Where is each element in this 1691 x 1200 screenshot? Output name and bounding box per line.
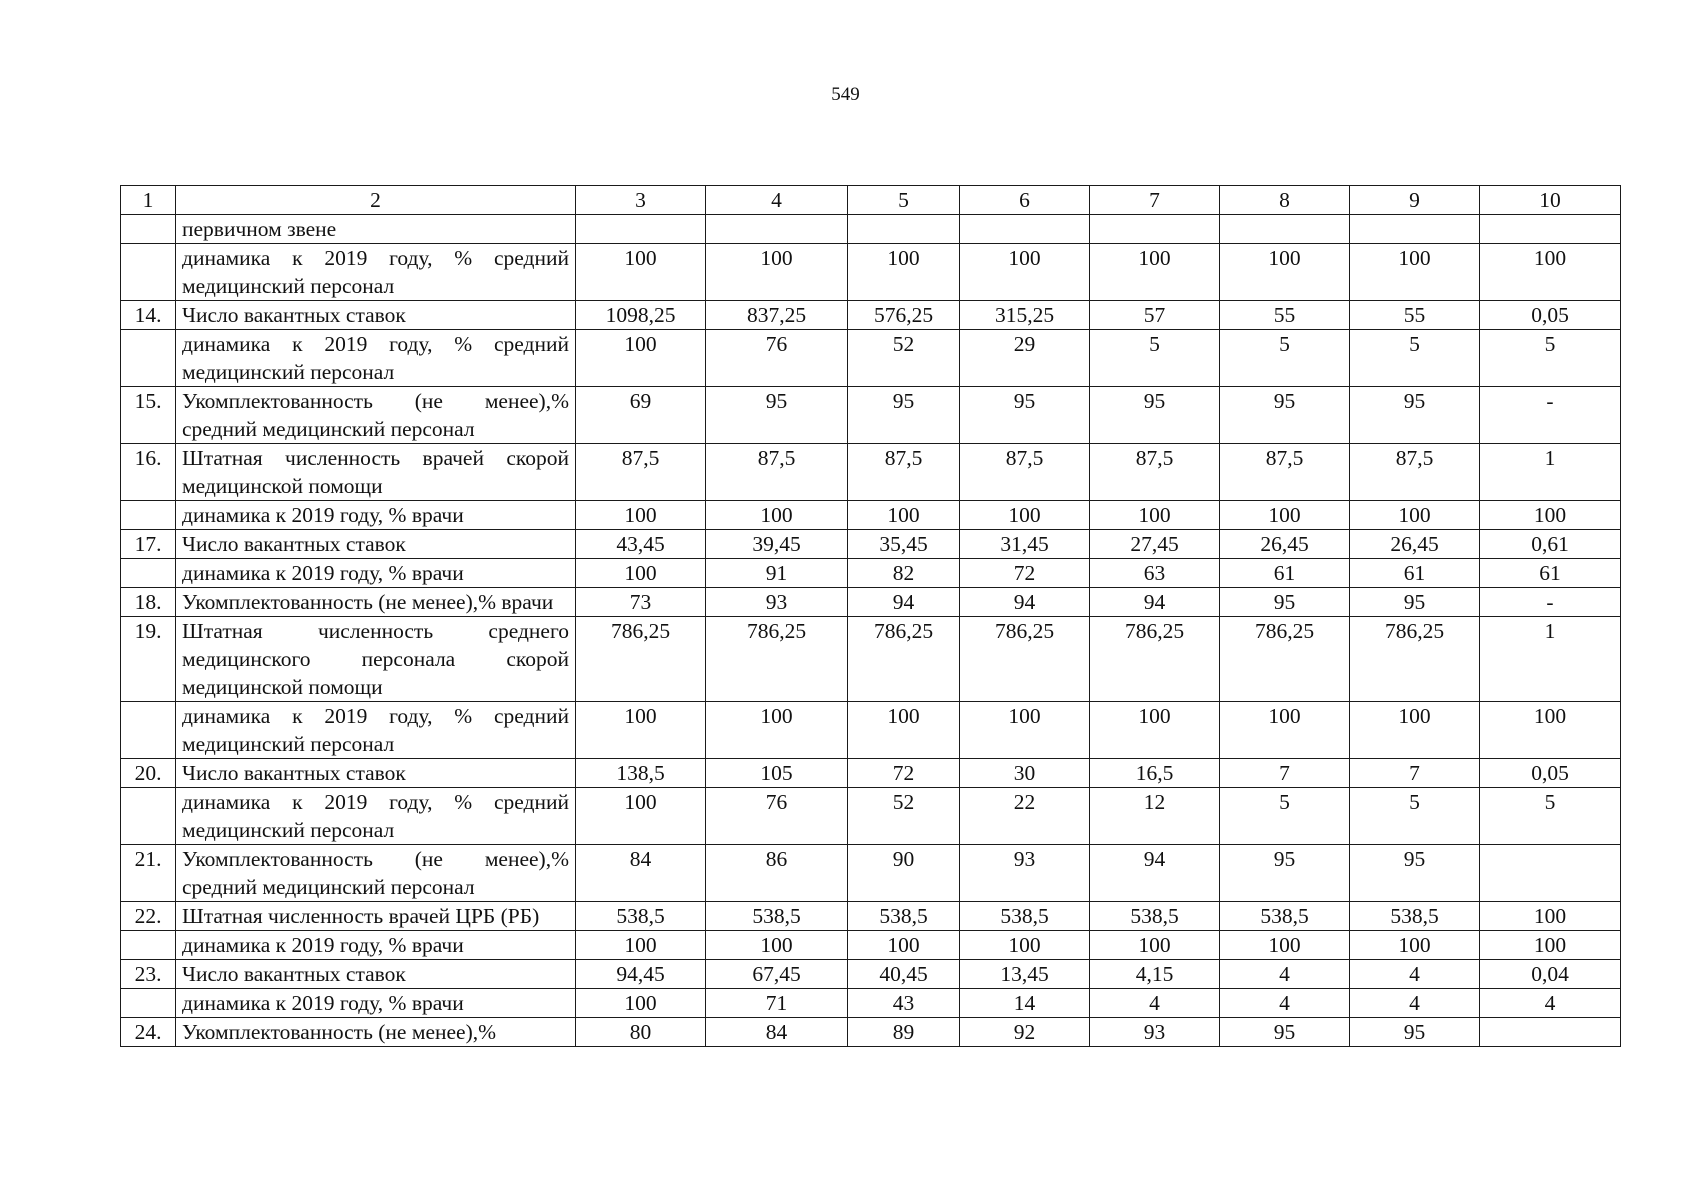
- header-cell: 2: [176, 186, 576, 215]
- value-cell: 86: [706, 845, 848, 902]
- value-cell: 100: [576, 559, 706, 588]
- row-number-cell: 24.: [121, 1018, 176, 1047]
- value-cell: -: [1480, 588, 1621, 617]
- value-cell: 57: [1090, 301, 1220, 330]
- value-cell: 100: [1480, 244, 1621, 301]
- page-number: 549: [831, 84, 860, 105]
- row-number-cell: [121, 501, 176, 530]
- value-cell: [1220, 215, 1350, 244]
- header-cell: 3: [576, 186, 706, 215]
- header-cell: 10: [1480, 186, 1621, 215]
- value-cell: 94: [960, 588, 1090, 617]
- indicator-cell: динамика к 2019 году, % врачи: [176, 559, 576, 588]
- row-number-cell: 23.: [121, 960, 176, 989]
- header-cell: 8: [1220, 186, 1350, 215]
- row-number-cell: [121, 215, 176, 244]
- indicator-cell: динамика к 2019 году, % средний медицинский персонал: [176, 244, 576, 301]
- value-cell: 84: [576, 845, 706, 902]
- row-number-cell: 17.: [121, 530, 176, 559]
- row-number-cell: [121, 931, 176, 960]
- value-cell: 100: [576, 702, 706, 759]
- value-cell: 94: [1090, 845, 1220, 902]
- indicator-cell: первичном звене: [176, 215, 576, 244]
- value-cell: 100: [1220, 244, 1350, 301]
- value-cell: 786,25: [706, 617, 848, 702]
- value-cell: 7: [1220, 759, 1350, 788]
- value-cell: 61: [1350, 559, 1480, 588]
- value-cell: 538,5: [706, 902, 848, 931]
- value-cell: 538,5: [1350, 902, 1480, 931]
- table-row: [121, 330, 1621, 387]
- value-cell: 95: [1350, 845, 1480, 902]
- indicator-cell: Штатная численность среднего медицинского персонала скорой медицинской помощи: [176, 617, 576, 702]
- value-cell: 95: [1220, 1018, 1350, 1047]
- value-cell: 837,25: [706, 301, 848, 330]
- value-cell: 94: [1090, 588, 1220, 617]
- header-cell: 4: [706, 186, 848, 215]
- value-cell: 95: [706, 387, 848, 444]
- row-number-cell: [121, 330, 176, 387]
- value-cell: 100: [1480, 931, 1621, 960]
- value-cell: 0,05: [1480, 301, 1621, 330]
- value-cell: [1350, 215, 1480, 244]
- value-cell: 4: [1350, 960, 1480, 989]
- value-cell: 100: [706, 501, 848, 530]
- value-cell: 94: [848, 588, 960, 617]
- value-cell: 0,05: [1480, 759, 1621, 788]
- value-cell: 100: [1220, 501, 1350, 530]
- row-number-cell: [121, 559, 176, 588]
- value-cell: 100: [576, 989, 706, 1018]
- indicator-cell: Число вакантных ставок: [176, 960, 576, 989]
- value-cell: 0,61: [1480, 530, 1621, 559]
- row-number-cell: [121, 989, 176, 1018]
- row-number-cell: 15.: [121, 387, 176, 444]
- value-cell: 52: [848, 330, 960, 387]
- row-number-cell: 20.: [121, 759, 176, 788]
- value-cell: 100: [1480, 902, 1621, 931]
- value-cell: 72: [848, 759, 960, 788]
- value-cell: 91: [706, 559, 848, 588]
- table-row: [121, 960, 1621, 989]
- value-cell: 100: [960, 702, 1090, 759]
- row-number-cell: 21.: [121, 845, 176, 902]
- header-cell: 6: [960, 186, 1090, 215]
- value-cell: 87,5: [576, 444, 706, 501]
- value-cell: 138,5: [576, 759, 706, 788]
- value-cell: [1480, 215, 1621, 244]
- value-cell: 100: [1090, 501, 1220, 530]
- data-table: [120, 185, 1621, 1047]
- value-cell: 63: [1090, 559, 1220, 588]
- value-cell: 5: [1480, 330, 1621, 387]
- value-cell: 87,5: [706, 444, 848, 501]
- value-cell: 786,25: [576, 617, 706, 702]
- value-cell: 5: [1090, 330, 1220, 387]
- value-cell: 538,5: [576, 902, 706, 931]
- value-cell: 55: [1220, 301, 1350, 330]
- table-row: [121, 759, 1621, 788]
- row-number-cell: [121, 244, 176, 301]
- table-row: [121, 444, 1621, 501]
- value-cell: 89: [848, 1018, 960, 1047]
- value-cell: 95: [1350, 588, 1480, 617]
- value-cell: 14: [960, 989, 1090, 1018]
- value-cell: 87,5: [960, 444, 1090, 501]
- value-cell: 94,45: [576, 960, 706, 989]
- indicator-cell: Число вакантных ставок: [176, 530, 576, 559]
- value-cell: 87,5: [1220, 444, 1350, 501]
- value-cell: [960, 215, 1090, 244]
- value-cell: 538,5: [848, 902, 960, 931]
- value-cell: 786,25: [1220, 617, 1350, 702]
- row-number-cell: 22.: [121, 902, 176, 931]
- value-cell: 5: [1220, 788, 1350, 845]
- table-row: [121, 989, 1621, 1018]
- table-row: [121, 1018, 1621, 1047]
- value-cell: 95: [960, 387, 1090, 444]
- indicator-cell: Число вакантных ставок: [176, 301, 576, 330]
- value-cell: 76: [706, 788, 848, 845]
- value-cell: 576,25: [848, 301, 960, 330]
- row-number-cell: 19.: [121, 617, 176, 702]
- value-cell: 67,45: [706, 960, 848, 989]
- value-cell: 100: [1090, 244, 1220, 301]
- indicator-cell: Укомплектованность (не менее),% средний медицинский персонал: [176, 845, 576, 902]
- indicator-cell: Штатная численность врачей ЦРБ (РБ): [176, 902, 576, 931]
- value-cell: 95: [1220, 387, 1350, 444]
- value-cell: [576, 215, 706, 244]
- table-header-row: [121, 186, 1621, 215]
- value-cell: 30: [960, 759, 1090, 788]
- value-cell: 100: [1220, 931, 1350, 960]
- value-cell: 100: [576, 931, 706, 960]
- value-cell: 100: [1090, 702, 1220, 759]
- value-cell: 82: [848, 559, 960, 588]
- value-cell: 87,5: [848, 444, 960, 501]
- row-number-cell: 14.: [121, 301, 176, 330]
- value-cell: 100: [1350, 501, 1480, 530]
- value-cell: 1: [1480, 617, 1621, 702]
- header-cell: 7: [1090, 186, 1220, 215]
- value-cell: 100: [576, 244, 706, 301]
- value-cell: [1090, 215, 1220, 244]
- value-cell: 100: [848, 501, 960, 530]
- table-body: [121, 186, 1621, 1047]
- value-cell: 55: [1350, 301, 1480, 330]
- value-cell: 43,45: [576, 530, 706, 559]
- value-cell: 100: [1350, 702, 1480, 759]
- value-cell: 100: [848, 702, 960, 759]
- value-cell: 87,5: [1090, 444, 1220, 501]
- row-number-cell: [121, 788, 176, 845]
- value-cell: 29: [960, 330, 1090, 387]
- value-cell: 538,5: [1220, 902, 1350, 931]
- value-cell: 5: [1350, 330, 1480, 387]
- value-cell: 26,45: [1220, 530, 1350, 559]
- value-cell: 4: [1090, 989, 1220, 1018]
- indicator-cell: Укомплектованность (не менее),% средний медицинский персонал: [176, 387, 576, 444]
- value-cell: 538,5: [960, 902, 1090, 931]
- value-cell: 93: [706, 588, 848, 617]
- indicator-cell: Укомплектованность (не менее),% врачи: [176, 588, 576, 617]
- value-cell: 100: [960, 244, 1090, 301]
- value-cell: 22: [960, 788, 1090, 845]
- value-cell: 100: [1090, 931, 1220, 960]
- value-cell: 92: [960, 1018, 1090, 1047]
- value-cell: 4: [1220, 989, 1350, 1018]
- table-row: [121, 931, 1621, 960]
- indicator-cell: динамика к 2019 году, % средний медицинский персонал: [176, 788, 576, 845]
- value-cell: 40,45: [848, 960, 960, 989]
- value-cell: 100: [848, 244, 960, 301]
- value-cell: 100: [1350, 931, 1480, 960]
- table-row: [121, 702, 1621, 759]
- value-cell: 80: [576, 1018, 706, 1047]
- indicator-cell: динамика к 2019 году, % врачи: [176, 501, 576, 530]
- value-cell: 12: [1090, 788, 1220, 845]
- value-cell: 61: [1480, 559, 1621, 588]
- value-cell: 5: [1220, 330, 1350, 387]
- value-cell: 100: [1350, 244, 1480, 301]
- value-cell: 95: [1350, 387, 1480, 444]
- value-cell: 4: [1350, 989, 1480, 1018]
- value-cell: 786,25: [1350, 617, 1480, 702]
- value-cell: 95: [1220, 588, 1350, 617]
- value-cell: 76: [706, 330, 848, 387]
- value-cell: 16,5: [1090, 759, 1220, 788]
- value-cell: 95: [848, 387, 960, 444]
- table-row: [121, 588, 1621, 617]
- table-row: [121, 215, 1621, 244]
- indicator-cell: динамика к 2019 году, % врачи: [176, 931, 576, 960]
- table-row: [121, 387, 1621, 444]
- value-cell: 26,45: [1350, 530, 1480, 559]
- indicator-cell: Число вакантных ставок: [176, 759, 576, 788]
- value-cell: 105: [706, 759, 848, 788]
- value-cell: 786,25: [1090, 617, 1220, 702]
- value-cell: 43: [848, 989, 960, 1018]
- indicator-cell: динамика к 2019 году, % средний медицинский персонал: [176, 702, 576, 759]
- value-cell: 100: [706, 244, 848, 301]
- value-cell: 315,25: [960, 301, 1090, 330]
- value-cell: 31,45: [960, 530, 1090, 559]
- value-cell: 72: [960, 559, 1090, 588]
- value-cell: 100: [1220, 702, 1350, 759]
- indicator-cell: динамика к 2019 году, % врачи: [176, 989, 576, 1018]
- value-cell: 100: [706, 931, 848, 960]
- value-cell: 100: [576, 501, 706, 530]
- value-cell: [1480, 1018, 1621, 1047]
- table-row: [121, 788, 1621, 845]
- value-cell: 100: [960, 931, 1090, 960]
- indicator-cell: Укомплектованность (не менее),%: [176, 1018, 576, 1047]
- header-cell: 1: [121, 186, 176, 215]
- value-cell: 100: [848, 931, 960, 960]
- value-cell: 100: [960, 501, 1090, 530]
- value-cell: 95: [1220, 845, 1350, 902]
- table-row: [121, 902, 1621, 931]
- value-cell: 61: [1220, 559, 1350, 588]
- value-cell: 27,45: [1090, 530, 1220, 559]
- row-number-cell: [121, 702, 176, 759]
- value-cell: 786,25: [960, 617, 1090, 702]
- header-cell: 5: [848, 186, 960, 215]
- row-number-cell: 18.: [121, 588, 176, 617]
- value-cell: 5: [1480, 788, 1621, 845]
- table-row: [121, 244, 1621, 301]
- value-cell: 100: [576, 788, 706, 845]
- value-cell: 35,45: [848, 530, 960, 559]
- value-cell: 95: [1090, 387, 1220, 444]
- value-cell: 52: [848, 788, 960, 845]
- value-cell: 100: [1480, 501, 1621, 530]
- value-cell: 73: [576, 588, 706, 617]
- value-cell: 5: [1350, 788, 1480, 845]
- value-cell: 93: [1090, 1018, 1220, 1047]
- value-cell: 90: [848, 845, 960, 902]
- row-number-cell: 16.: [121, 444, 176, 501]
- value-cell: 93: [960, 845, 1090, 902]
- value-cell: 13,45: [960, 960, 1090, 989]
- value-cell: 69: [576, 387, 706, 444]
- value-cell: 87,5: [1350, 444, 1480, 501]
- table-row: [121, 530, 1621, 559]
- value-cell: 7: [1350, 759, 1480, 788]
- value-cell: 100: [1480, 702, 1621, 759]
- value-cell: 100: [576, 330, 706, 387]
- value-cell: 786,25: [848, 617, 960, 702]
- value-cell: 1: [1480, 444, 1621, 501]
- value-cell: [848, 215, 960, 244]
- value-cell: 4: [1220, 960, 1350, 989]
- value-cell: 84: [706, 1018, 848, 1047]
- table-row: [121, 559, 1621, 588]
- table-row: [121, 617, 1621, 702]
- indicator-cell: Штатная численность врачей скорой медицинской помощи: [176, 444, 576, 501]
- value-cell: 95: [1350, 1018, 1480, 1047]
- value-cell: 0,04: [1480, 960, 1621, 989]
- value-cell: 538,5: [1090, 902, 1220, 931]
- table-row: [121, 301, 1621, 330]
- value-cell: 4: [1480, 989, 1621, 1018]
- table-row: [121, 501, 1621, 530]
- header-cell: 9: [1350, 186, 1480, 215]
- value-cell: [1480, 845, 1621, 902]
- indicator-cell: динамика к 2019 году, % средний медицинский персонал: [176, 330, 576, 387]
- value-cell: -: [1480, 387, 1621, 444]
- value-cell: 4,15: [1090, 960, 1220, 989]
- value-cell: 71: [706, 989, 848, 1018]
- value-cell: [706, 215, 848, 244]
- table-row: [121, 845, 1621, 902]
- value-cell: 1098,25: [576, 301, 706, 330]
- value-cell: 39,45: [706, 530, 848, 559]
- value-cell: 100: [706, 702, 848, 759]
